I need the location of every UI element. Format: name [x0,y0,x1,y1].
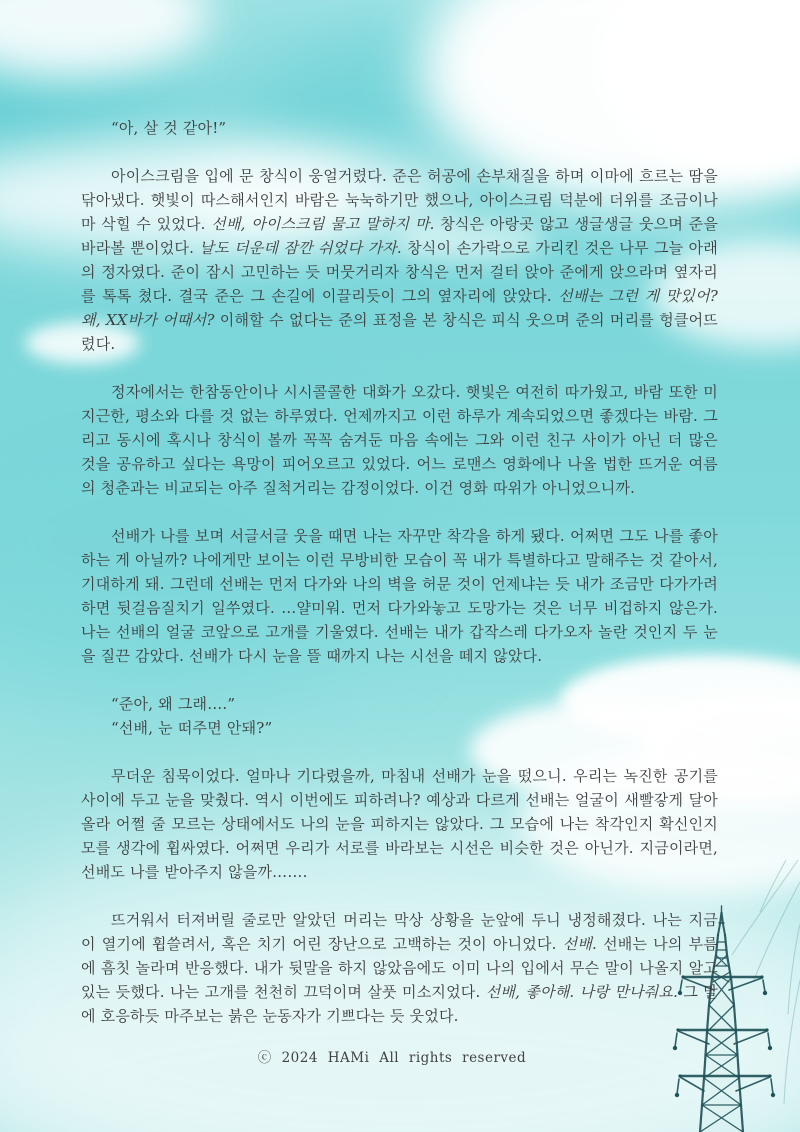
story-paragraph [81,164,718,356]
italic-inner-speech: 선배. [562,935,598,953]
story-text [81,116,718,1028]
text-run: 뜨거워서 터져버릴 줄로만 알았던 머리는 막상 상황을 눈앞에 두니 냉정해졌다. 나는 지금 이 열기에 휩쓸려서, 혹은 치기 어린 장난으로 고백하는 것이 아니었다. [81,911,718,953]
text-run: 창식은 아랑곳 않고 생글생글 웃으며 준을 바라볼 뿐이었다. [81,215,719,257]
story-paragraph [81,380,718,500]
italic-inner-speech: 선배는 그런 게 맛있어? 왜, XX바가 어때서? [81,287,718,329]
text-run: 그 말에 호응하듯 마주보는 붉은 눈동자가 기쁘다는 듯 웃었다. [81,983,718,1025]
italic-inner-speech: 선배, 좋아해. 나랑 만나줘요. [485,983,679,1001]
copyright-footer [0,1046,784,1066]
text-run: “아, 살 것 같아!” [111,119,227,137]
dialogue-line [81,716,718,740]
story-paragraph [81,524,718,668]
italic-inner-speech: 선배, 아이스크림 물고 말하지 마. [211,215,435,233]
story-paragraph [81,764,718,884]
copyright-text: ⓒ 2024 HAMi All rights reserved [257,1050,527,1066]
dialogue-line [81,116,718,140]
text-run: 무더운 침묵이었다. 얼마나 기다렸을까, 마침내 선배가 눈을 떴으니. 우리는 녹진한 공기를 사이에 두고 눈을 맞췄다. 역시 이번에도 피하려나? 예상과 다르게 선배는 얼굴이 새빨갛게 달아올라 어쩔 줄 모르는 상태에서도 나의 눈을 피하지는 않았다. 그 모습에 나는 착각인지 확신인지 모를 생각에 휩싸였다. 어쩌면 우리가 서로를 바라보는 시선은 비슷한 것은 아닌가. 지금이라면, 선배도 나를 받아주지 않을까……. [81,767,718,881]
text-run: 이해할 수 없다는 준의 표정을 본 창식은 피식 웃으며 준의 머리를 헝클어뜨렸다. [81,311,718,353]
italic-inner-speech: 날도 더운데 잠깐 쉬었다 가자. [199,239,402,257]
sketch-lines-decoration [732,860,800,1104]
text-run: 선배는 나의 부름에 흠칫 놀라며 반응했다. 내가 뒷말을 하지 않았음에도 이미 나의 입에서 무슨 말이 나올지 알고 있는 듯했다. 나는 고개를 천천히 끄덕이며 살풋 미소지었다. [81,935,718,1001]
text-run: “선배, 눈 떠주면 안돼?” [111,719,273,737]
text-run: 선배가 나를 보며 서글서글 웃을 때면 나는 자꾸만 착각을 하게 됐다. 어쩌면 그도 나를 좋아하는 게 아닐까? 나에게만 보이는 이런 무방비한 모습이 꼭 내가 특별하다고 말해주는 것 같아서, 기대하게 돼. 그런데 선배는 먼저 다가와 나의 벽을 허문 것이 언제냐는 듯 내가 조금만 다가가려 하면 뒷걸음질치기 일쑤였다. …얄미워. 먼저 다가와놓고 도망가는 것은 너무 비겁하지 않은가. 나는 선배의 얼굴 코앞으로 고개를 기울였다. 선배는 내가 갑작스레 다가오자 놀란 것인지 두 눈을 질끈 감았다. 선배가 다시 눈을 뜰 때까지 나는 시선을 떼지 않았다. [81,527,718,665]
text-run: “준아, 왜 그래….” [111,695,236,713]
text-run: 아이스크림을 입에 문 창식이 웅얼거렸다. 준은 허공에 손부채질을 하며 이마에 흐르는 땀을 닦아냈다. 햇빛이 따스해서인지 바람은 눅눅하기만 했으나, 아이스크림 덕분에 더위를 조금이나마 삭힐 수 있었다. [81,167,718,233]
story-paragraph [81,908,718,1028]
cloud [0,0,210,80]
text-run: 창식이 손가락으로 가리킨 것은 나무 그늘 아래의 정자였다. 준이 잠시 고민하는 듯 머뭇거리자 창식은 먼저 걸터 앉아 준에게 앉으라며 옆자리를 톡톡 쳤다. 결국 준은 그 손길에 이끌리듯이 그의 옆자리에 앉았다. [81,239,718,305]
dialogue-line [81,692,718,716]
text-run: 정자에서는 한참동안이나 시시콜콜한 대화가 오갔다. 햇빛은 여전히 따가웠고, 바람 또한 미지근한, 평소와 다를 것 없는 하루였다. 언제까지고 이런 하루가 계속되었으면 좋겠다는 바람. 그리고 동시에 혹시나 창식이 볼까 꼭꼭 숨겨둔 마음 속에는 그와 이런 친구 사이가 아닌 더 많은 것을 공유하고 싶다는 욕망이 피어오르고 있었다. 어느 로맨스 영화에나 나올 법한 뜨거운 여름의 청춘과는 비교되는 아주 질척거리는 감정이었다. 이건 영화 따위가 아니었으니까. [81,383,718,497]
